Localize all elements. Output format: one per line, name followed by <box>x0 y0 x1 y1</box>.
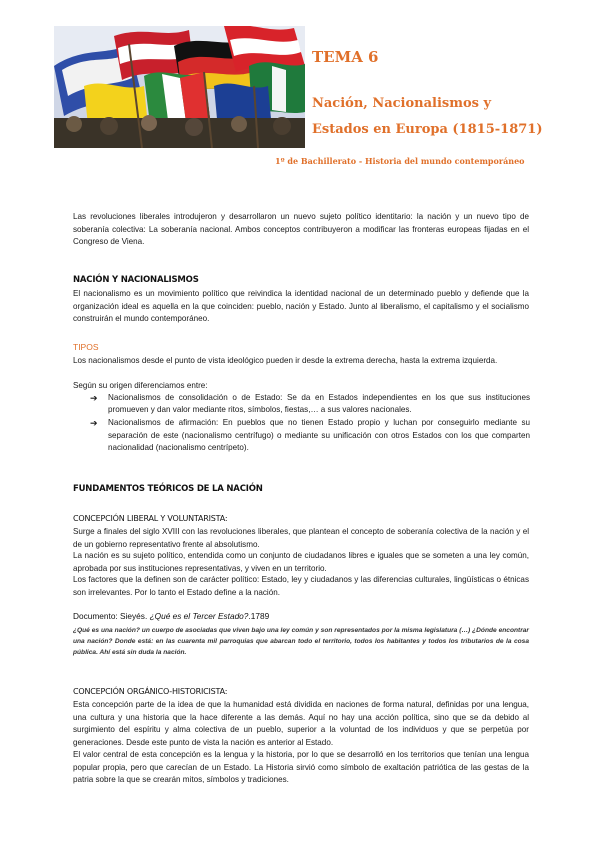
topic-title-line1: Nación, Nacionalismos y <box>312 96 492 111</box>
tipos-paragraph: Los nacionalismos desde el punto de vista ideológico pueden ir desde la extrema derecha, hasta la extrema izquierda. <box>73 356 498 365</box>
topic-number: TEMA 6 <box>312 48 379 66</box>
arrow-icon: ➔ <box>90 418 98 429</box>
liberal-paragraph-1: Surge a finales del siglo XVIII con las revoluciones liberales, que plantean el concepto de soberanía colectiva de la nación y el de un gobierno representativo frente al absolutismo. <box>73 527 529 549</box>
heading-nacion: NACIÓN Y NACIONALISMOS <box>73 275 199 285</box>
topic-title-line2: Estados en Europa (1815-1871) <box>312 122 543 137</box>
course-subtitle: 1º de Bachillerato - Historia del mundo contemporáneo <box>275 156 525 166</box>
header-flags-image <box>54 26 305 148</box>
list-item: ➔ Nacionalismos de consolidación o de Estado: Se da en Estados independientes en los que sus instituciones promueven y dan valor mediante ritos, símbolos, fiestas,… a sus valores nacionales. <box>90 393 530 415</box>
organico-paragraph-1: Esta concepción parte de la idea de que la humanidad está dividida en naciones de forma natural, definidas por una lengua, una cultura y una historia que la hace diferente a las demás. Aquí no hay una acción política, sino que se da debido al surgimiento del espíritu y alma colectiva de un pueblo, superior a la voluntad de los individuos y que se perpetúa por generaciones. Desde este punto de vista la nación es anterior al Estado. <box>73 700 529 747</box>
heading-liberal: CONCEPCIÓN LIBERAL Y VOLUNTARISTA: <box>73 514 228 523</box>
tipos-list <box>90 392 530 455</box>
liberal-paragraph-2: La nación es su sujeto político, entendida como un conjunto de ciudadanos libres e iguales que se someten a una ley común, aprobada por sus instituciones representativas, y viven en un territorio. <box>73 551 529 573</box>
document-quote: ¿Qué es una nación? un cuerpo de asociadas que viven bajo una ley común y son representados por la misma legislatura (…) ¿Dónde encontrar una nación? Donde está: en las cuarenta mil parroquias que abarcan todo el territorio, todos los habitantes y todos los tributarios de la cosa pública. Ahí está sin duda la nación. <box>73 627 529 656</box>
intro-paragraph: Las revoluciones liberales introdujeron y desarrollaron un nuevo sujeto político identitario: la nación y un nuevo tipo de soberanía colectiva: La soberanía nacional. Ambos conceptos contribuyeron a modificar las fronteras europeas fijadas en el Congreso de Viena. <box>73 212 529 247</box>
tipos-list-intro: Según su origen diferenciamos entre: <box>73 381 208 390</box>
title-block <box>312 48 572 143</box>
document-reference: Documento: Sieyés. ¿Qué es el Tercer Estado?.1789 <box>73 611 270 621</box>
arrow-icon: ➔ <box>90 393 98 403</box>
heading-fundamentos: FUNDAMENTOS TEÓRICOS DE LA NACIÓN <box>73 484 263 494</box>
organico-paragraph-2: El valor central de esta concepción es la lengua y la historia, por lo que se desarrolló en los territorios que tenían una lengua popular propia, pero que carecían de un Estado. La Historia sirvió como símbolo de exaltación patriótica de las gestas de la patria sobre la que se crearán mitos, símbolos y tradiciones. <box>73 750 529 785</box>
liberal-paragraph-3: Los factores que la definen son de carácter político: Estado, ley y ciudadanos y las diferencias culturales, lingüísticas o étnicas son irrelevantes. Por lo tanto el Estado define a la nación. <box>73 575 529 597</box>
heading-organico: CONCEPCIÓN ORGÁNICO-HISTORICISTA: <box>73 687 228 696</box>
nacion-paragraph: El nacionalismo es un movimiento político que reivindica la identidad nacional de un determinado pueblo y defiende que la organización ideal es aquella en la que coinciden: pueblo, nación y Estado. Junto al liberalismo, el capitalismo y el socialismo construirán el mundo contemporáneo. <box>73 289 529 324</box>
heading-tipos: TIPOS <box>73 342 99 352</box>
list-item: ➔ Nacionalismos de afirmación: En pueblos que no tienen Estado propio y luchan por conseguirlo mediante su separación de este (nacionalismo centrífugo) o mediante su unificación con otros Estados con los que comparten nacionalidad (nacionalismo centrípeto). <box>90 418 530 452</box>
